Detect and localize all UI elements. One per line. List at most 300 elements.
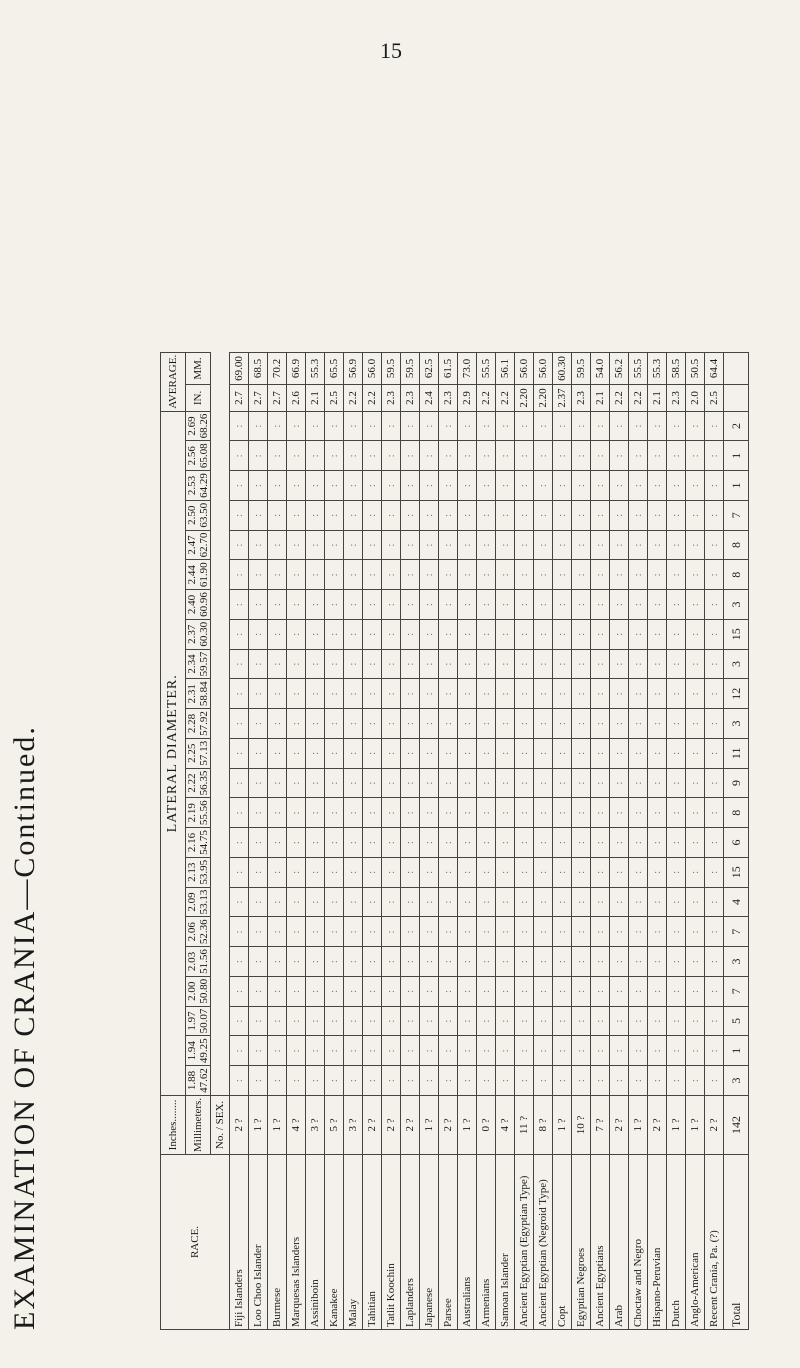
no-sex-cell <box>287 1095 306 1154</box>
count-cell: : <box>705 411 724 441</box>
sex-value: ? <box>651 1118 663 1124</box>
count-cell: : <box>534 500 553 530</box>
count-cell: : <box>648 917 667 947</box>
count-cell: : <box>344 798 363 828</box>
column-inches: 2.34 <box>186 654 198 674</box>
count-cell: : <box>420 530 439 560</box>
count-cell: : <box>629 471 648 501</box>
count-cell: : <box>306 530 325 560</box>
count-cell: : <box>363 738 382 768</box>
column-millimeters: 47.62 <box>198 1068 210 1093</box>
count-cell: : <box>306 768 325 798</box>
count-cell: : <box>363 530 382 560</box>
column-inches: 2.31 <box>186 684 198 704</box>
count-cell: : <box>667 590 686 620</box>
count-cell: : <box>344 649 363 679</box>
count-cell: : <box>382 738 401 768</box>
count-cell: : <box>230 530 249 560</box>
count-cell: : <box>268 619 287 649</box>
count-cell: : <box>363 857 382 887</box>
no-sex-cell <box>363 1095 382 1154</box>
count-cell: : <box>534 738 553 768</box>
column-header <box>186 798 211 828</box>
count-cell: : <box>306 887 325 917</box>
count-cell: : <box>496 411 515 441</box>
no-sex-cell <box>591 1095 610 1154</box>
count-cell: : <box>287 590 306 620</box>
count-cell: : <box>477 738 496 768</box>
count-cell: : <box>420 649 439 679</box>
count-cell: : <box>705 798 724 828</box>
count-cell: : <box>477 500 496 530</box>
no-value: 2 <box>442 1126 454 1132</box>
count-cell: : <box>515 441 534 471</box>
count-cell: : <box>705 619 724 649</box>
count-cell: : <box>458 411 477 441</box>
count-cell: : <box>249 798 268 828</box>
no-value: 1 <box>670 1126 682 1132</box>
count-cell: : <box>306 798 325 828</box>
count-cell: : <box>591 828 610 858</box>
count-cell: : <box>439 411 458 441</box>
count-cell: : <box>667 709 686 739</box>
count-cell: : <box>287 917 306 947</box>
count-cell: : <box>572 947 591 977</box>
count-cell: : <box>458 1006 477 1036</box>
column-header <box>186 1066 211 1096</box>
count-cell: : <box>477 976 496 1006</box>
column-millimeters: 57.13 <box>198 740 210 766</box>
count-cell: : <box>496 441 515 471</box>
count-cell: : <box>268 1006 287 1036</box>
count-cell: : <box>572 590 591 620</box>
count-cell: : <box>629 1036 648 1066</box>
count-cell: : <box>306 947 325 977</box>
count-cell: : <box>268 857 287 887</box>
count-cell: : <box>439 1036 458 1066</box>
column-header <box>186 679 211 709</box>
count-cell: : <box>382 947 401 977</box>
count-cell: : <box>534 709 553 739</box>
count-cell: : <box>363 709 382 739</box>
count-cell: : <box>477 947 496 977</box>
count-cell: : <box>420 619 439 649</box>
count-cell: : <box>363 500 382 530</box>
count-cell: : <box>553 887 572 917</box>
count-cell: : <box>287 471 306 501</box>
no-value: 4 <box>499 1126 511 1132</box>
count-cell: : <box>629 738 648 768</box>
count-cell: : <box>591 1006 610 1036</box>
count-cell: : <box>268 560 287 590</box>
count-cell: : <box>363 441 382 471</box>
count-cell: : <box>325 738 344 768</box>
column-millimeters: 57.92 <box>198 711 210 736</box>
no-value: 1 <box>461 1126 473 1132</box>
count-cell: : <box>534 590 553 620</box>
count-cell: : <box>325 411 344 441</box>
count-cell: : <box>610 560 629 590</box>
count-cell: : <box>515 768 534 798</box>
count-cell: : <box>306 1006 325 1036</box>
count-cell: : <box>363 917 382 947</box>
count-cell: : <box>325 500 344 530</box>
count-cell: : <box>610 649 629 679</box>
count-cell: : <box>686 738 705 768</box>
column-inches: 2.40 <box>186 594 198 615</box>
count-cell: : <box>420 1006 439 1036</box>
column-inches: 2.22 <box>186 773 198 793</box>
sex-value: ? <box>575 1115 587 1121</box>
count-cell: : <box>686 1066 705 1096</box>
column-millimeters: 55.56 <box>198 800 210 826</box>
count-cell: : <box>686 857 705 887</box>
count-cell: : <box>553 738 572 768</box>
average-mm-cell: 55.3 <box>648 352 667 384</box>
average-in-cell: 2.3 <box>439 385 458 411</box>
average-mm-cell: 56.0 <box>363 352 382 384</box>
count-cell: : <box>705 738 724 768</box>
count-cell: : <box>325 679 344 709</box>
count-cell: : <box>667 560 686 590</box>
average-in-cell: 2.2 <box>477 385 496 411</box>
count-cell: : <box>534 619 553 649</box>
column-inches: 2.47 <box>186 535 198 555</box>
count-cell: : <box>667 1066 686 1096</box>
count-cell: : <box>496 917 515 947</box>
count-cell: : <box>553 1006 572 1036</box>
average-mm-cell: 54.0 <box>591 352 610 384</box>
sex-value: ? <box>461 1118 473 1124</box>
count-cell: : <box>363 887 382 917</box>
average-in-cell: 2.2 <box>344 385 363 411</box>
no-value: 2 <box>613 1126 625 1132</box>
count-cell: : <box>477 1066 496 1096</box>
count-cell: : <box>610 1006 629 1036</box>
count-cell: : <box>230 768 249 798</box>
count-cell: : <box>420 768 439 798</box>
count-cell: : <box>667 1006 686 1036</box>
no-value: 7 <box>594 1126 606 1132</box>
count-cell: : <box>439 649 458 679</box>
count-cell: : <box>648 798 667 828</box>
sex-header: SEX. <box>214 1100 226 1125</box>
sex-value: ? <box>309 1118 321 1124</box>
table-body <box>230 352 749 1329</box>
rotated-table-stage <box>160 100 743 1330</box>
count-cell: : <box>420 738 439 768</box>
average-in-cell: 2.3 <box>382 385 401 411</box>
count-cell: : <box>458 590 477 620</box>
count-cell: : <box>458 560 477 590</box>
column-millimeters: 53.95 <box>198 859 210 885</box>
count-cell: : <box>629 530 648 560</box>
count-cell: : <box>705 441 724 471</box>
count-cell: : <box>629 500 648 530</box>
count-cell: : <box>439 887 458 917</box>
average-in-cell: 2.7 <box>268 385 287 411</box>
count-cell: : <box>629 917 648 947</box>
race-cell: Samoan Islander <box>496 1155 515 1330</box>
count-cell: : <box>363 1036 382 1066</box>
count-cell: : <box>515 947 534 977</box>
sex-value: ? <box>423 1118 435 1124</box>
count-cell: : <box>401 976 420 1006</box>
sex-value: ? <box>670 1118 682 1124</box>
count-cell: : <box>534 887 553 917</box>
average-in-cell: 2.37 <box>553 385 572 411</box>
count-cell: : <box>648 828 667 858</box>
count-cell: : <box>496 976 515 1006</box>
count-cell: : <box>572 649 591 679</box>
average-in-cell: 2.4 <box>420 385 439 411</box>
count-cell: : <box>667 500 686 530</box>
count-cell: : <box>306 738 325 768</box>
count-cell: : <box>268 471 287 501</box>
column-millimeters: 60.30 <box>198 621 210 647</box>
count-cell: : <box>344 590 363 620</box>
count-cell: : <box>648 1036 667 1066</box>
count-cell: : <box>572 917 591 947</box>
count-cell: : <box>515 530 534 560</box>
count-cell: : <box>382 976 401 1006</box>
count-cell: : <box>325 619 344 649</box>
count-cell: : <box>344 887 363 917</box>
no-sex-cell <box>667 1095 686 1154</box>
no-value: 3 <box>347 1126 359 1132</box>
no-sex-cell <box>496 1095 515 1154</box>
column-millimeters: 50.07 <box>198 1008 210 1034</box>
count-cell: : <box>382 1006 401 1036</box>
race-cell: Ancient Egyptian (Egyptian Type) <box>515 1155 534 1330</box>
count-cell: : <box>458 798 477 828</box>
count-cell: : <box>629 768 648 798</box>
count-cell: : <box>344 500 363 530</box>
count-cell: : <box>648 619 667 649</box>
count-cell: : <box>287 798 306 828</box>
count-cell: : <box>230 590 249 620</box>
count-cell: : <box>401 1066 420 1096</box>
count-cell: : <box>287 887 306 917</box>
count-cell: : <box>515 560 534 590</box>
no-sex-cell <box>705 1095 724 1154</box>
count-cell: : <box>458 976 477 1006</box>
no-value: 8 <box>537 1126 549 1132</box>
average-mm-cell: 55.5 <box>629 352 648 384</box>
count-cell: : <box>610 887 629 917</box>
count-cell: : <box>249 441 268 471</box>
count-cell: : <box>667 649 686 679</box>
no-value: 3 <box>309 1126 321 1132</box>
count-cell: : <box>553 976 572 1006</box>
count-cell: : <box>648 709 667 739</box>
count-cell: : <box>553 530 572 560</box>
count-cell: : <box>439 976 458 1006</box>
count-cell: : <box>705 976 724 1006</box>
table-row <box>363 352 382 1329</box>
race-cell: Ancient Egyptians <box>591 1155 610 1330</box>
total-count: 4 <box>724 887 749 917</box>
count-cell: : <box>667 976 686 1006</box>
average-mm-cell: 50.5 <box>686 352 705 384</box>
count-cell: : <box>306 1036 325 1066</box>
count-cell: : <box>629 828 648 858</box>
sex-value: ? <box>328 1118 340 1124</box>
average-mm-cell: 59.5 <box>382 352 401 384</box>
count-cell: : <box>477 649 496 679</box>
count-cell: : <box>230 917 249 947</box>
count-cell: : <box>287 649 306 679</box>
count-cell: : <box>610 590 629 620</box>
race-cell: Recent Crania, Pa. (?) <box>705 1155 724 1330</box>
count-cell: : <box>420 500 439 530</box>
count-cell: : <box>287 500 306 530</box>
count-cell: : <box>667 887 686 917</box>
count-cell: : <box>420 560 439 590</box>
count-cell: : <box>344 857 363 887</box>
count-cell: : <box>268 679 287 709</box>
count-cell: : <box>439 619 458 649</box>
count-cell: : <box>534 976 553 1006</box>
count-cell: : <box>534 1036 553 1066</box>
no-sex-cell <box>458 1095 477 1154</box>
count-cell: : <box>363 976 382 1006</box>
count-cell: : <box>515 798 534 828</box>
count-cell: : <box>572 1036 591 1066</box>
count-cell: : <box>553 649 572 679</box>
sex-value: ? <box>632 1118 644 1124</box>
count-cell: : <box>230 500 249 530</box>
count-cell: : <box>363 768 382 798</box>
count-cell: : <box>534 649 553 679</box>
count-cell: : <box>230 947 249 977</box>
count-cell: : <box>591 768 610 798</box>
count-cell: : <box>230 887 249 917</box>
count-cell: : <box>363 411 382 441</box>
count-cell: : <box>496 560 515 590</box>
count-cell: : <box>629 976 648 1006</box>
count-cell: : <box>553 857 572 887</box>
count-cell: : <box>553 709 572 739</box>
count-cell: : <box>515 917 534 947</box>
count-cell: : <box>496 857 515 887</box>
no-sex-cell <box>572 1095 591 1154</box>
count-cell: : <box>306 560 325 590</box>
count-cell: : <box>420 590 439 620</box>
average-in-cell: 2.20 <box>515 385 534 411</box>
count-cell: : <box>458 768 477 798</box>
count-cell: : <box>686 1036 705 1066</box>
total-count: 7 <box>724 976 749 1006</box>
count-cell: : <box>249 679 268 709</box>
count-cell: : <box>230 828 249 858</box>
count-cell: : <box>553 500 572 530</box>
no-header: No. <box>214 1132 226 1150</box>
race-cell: Tahitian <box>363 1155 382 1330</box>
count-cell: : <box>344 709 363 739</box>
count-cell: : <box>344 947 363 977</box>
no-sex-cell <box>610 1095 629 1154</box>
column-millimeters: 61.90 <box>198 562 210 588</box>
no-sex-header: No. / SEX. <box>211 1095 230 1154</box>
table-row <box>420 352 439 1329</box>
table-row <box>268 352 287 1329</box>
count-cell: : <box>667 738 686 768</box>
count-cell: : <box>705 471 724 501</box>
count-cell: : <box>705 679 724 709</box>
count-cell: : <box>401 738 420 768</box>
count-cell: : <box>249 649 268 679</box>
count-cell: : <box>591 471 610 501</box>
total-count: 8 <box>724 798 749 828</box>
count-cell: : <box>553 560 572 590</box>
count-cell: : <box>230 798 249 828</box>
count-cell: : <box>572 441 591 471</box>
count-cell: : <box>306 1066 325 1096</box>
count-cell: : <box>534 1066 553 1096</box>
count-cell: : <box>515 828 534 858</box>
count-cell: : <box>458 917 477 947</box>
count-cell: : <box>572 857 591 887</box>
table-row <box>325 352 344 1329</box>
count-cell: : <box>344 976 363 1006</box>
count-cell: : <box>287 976 306 1006</box>
average-in-cell: 2.7 <box>230 385 249 411</box>
inches-label: Inches........ <box>161 1095 186 1154</box>
count-cell: : <box>629 798 648 828</box>
count-cell: : <box>705 649 724 679</box>
count-cell: : <box>496 500 515 530</box>
average-mm-cell: 73.0 <box>458 352 477 384</box>
count-cell: : <box>306 976 325 1006</box>
count-cell: : <box>287 441 306 471</box>
count-cell: : <box>439 679 458 709</box>
no-value: 4 <box>290 1126 302 1132</box>
count-cell: : <box>591 441 610 471</box>
count-cell: : <box>534 530 553 560</box>
column-inches: 2.19 <box>186 803 198 823</box>
table-row <box>230 352 249 1329</box>
total-count: 7 <box>724 917 749 947</box>
count-cell: : <box>249 1036 268 1066</box>
count-cell: : <box>705 1066 724 1096</box>
count-cell: : <box>382 857 401 887</box>
count-cell: : <box>325 1036 344 1066</box>
count-cell: : <box>591 917 610 947</box>
count-cell: : <box>610 976 629 1006</box>
sex-value: ? <box>480 1118 492 1124</box>
count-cell: : <box>287 1006 306 1036</box>
count-cell: : <box>249 917 268 947</box>
average-mm-cell: 69.00 <box>230 352 249 384</box>
count-cell: : <box>534 768 553 798</box>
count-cell: : <box>496 649 515 679</box>
count-cell: : <box>306 411 325 441</box>
column-inches: 2.53 <box>186 475 198 496</box>
race-cell: Hispano-Peruvian <box>648 1155 667 1330</box>
count-cell: : <box>439 917 458 947</box>
race-cell: Burmese <box>268 1155 287 1330</box>
count-cell: : <box>534 917 553 947</box>
column-millimeters: 62.70 <box>198 532 210 558</box>
count-cell: : <box>686 590 705 620</box>
count-cell: : <box>477 828 496 858</box>
count-cell: : <box>553 411 572 441</box>
count-cell: : <box>553 471 572 501</box>
count-cell: : <box>382 619 401 649</box>
column-inches: 2.50 <box>186 505 198 525</box>
count-cell: : <box>268 976 287 1006</box>
